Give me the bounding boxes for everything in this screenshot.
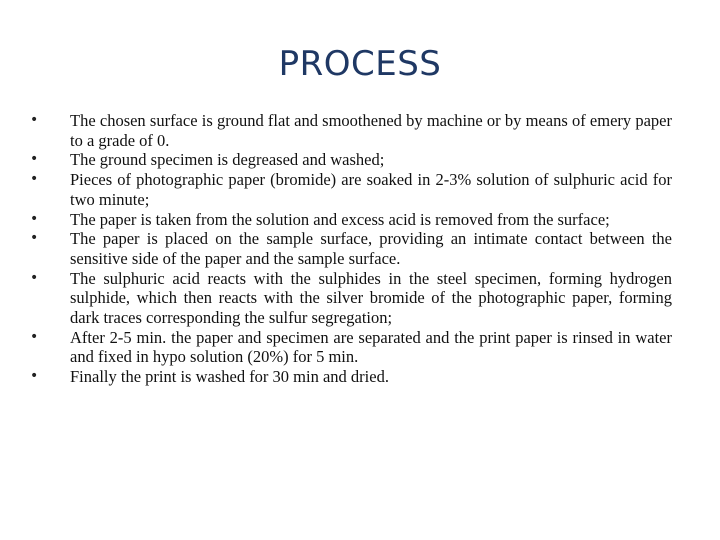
bullet-item [30,269,672,328]
bullet-text: The ground specimen is degreased and washed; [70,150,385,170]
bullet-icon: • [30,210,39,227]
bullet-text: The paper is taken from the solution and excess acid is removed from the surface; [70,209,610,229]
bullet-icon: • [30,230,39,247]
bullet-text: Pieces of photographic paper (bromide) are soaked in 2-3% solution of sulphuric acid for two minute; [70,170,672,209]
bullet-icon: • [30,328,39,345]
bullet-text: The paper is placed on the sample surface, providing an intimate contact between the sensitive side of the paper and the sample surface. [70,229,672,268]
bullet-icon: • [30,112,39,128]
bullet-icon: • [30,151,39,168]
bullet-item [30,111,672,150]
bullet-item [30,170,672,209]
bullet-item [30,210,672,230]
bullet-icon: • [30,368,39,385]
bullet-text: After 2-5 min. the paper and specimen are separated and the print paper is rinsed in water and fixed in hypo solution (20%) for 5 min. [70,327,672,367]
bullet-list [30,111,672,387]
bullet-item [30,367,672,387]
bullet-text: The chosen surface is ground flat and smoothened by machine or by means of emery paper to a grade of 0. [70,111,672,150]
bullet-item [30,328,672,367]
bullet-icon: • [30,171,39,188]
bullet-text: The sulphuric acid reacts with the sulphides in the steel specimen, forming hydrogen sulphide, which then reacts with the silver bromide of the photographic paper, forming dark traces corresponding the sulfur segregation; [70,268,672,328]
slide-title: PROCESS [278,44,442,84]
bullet-text: Finally the print is washed for 30 min and dried. [70,367,389,387]
bullet-item [30,150,672,170]
bullet-item [30,229,672,268]
bullet-icon: • [30,269,39,286]
